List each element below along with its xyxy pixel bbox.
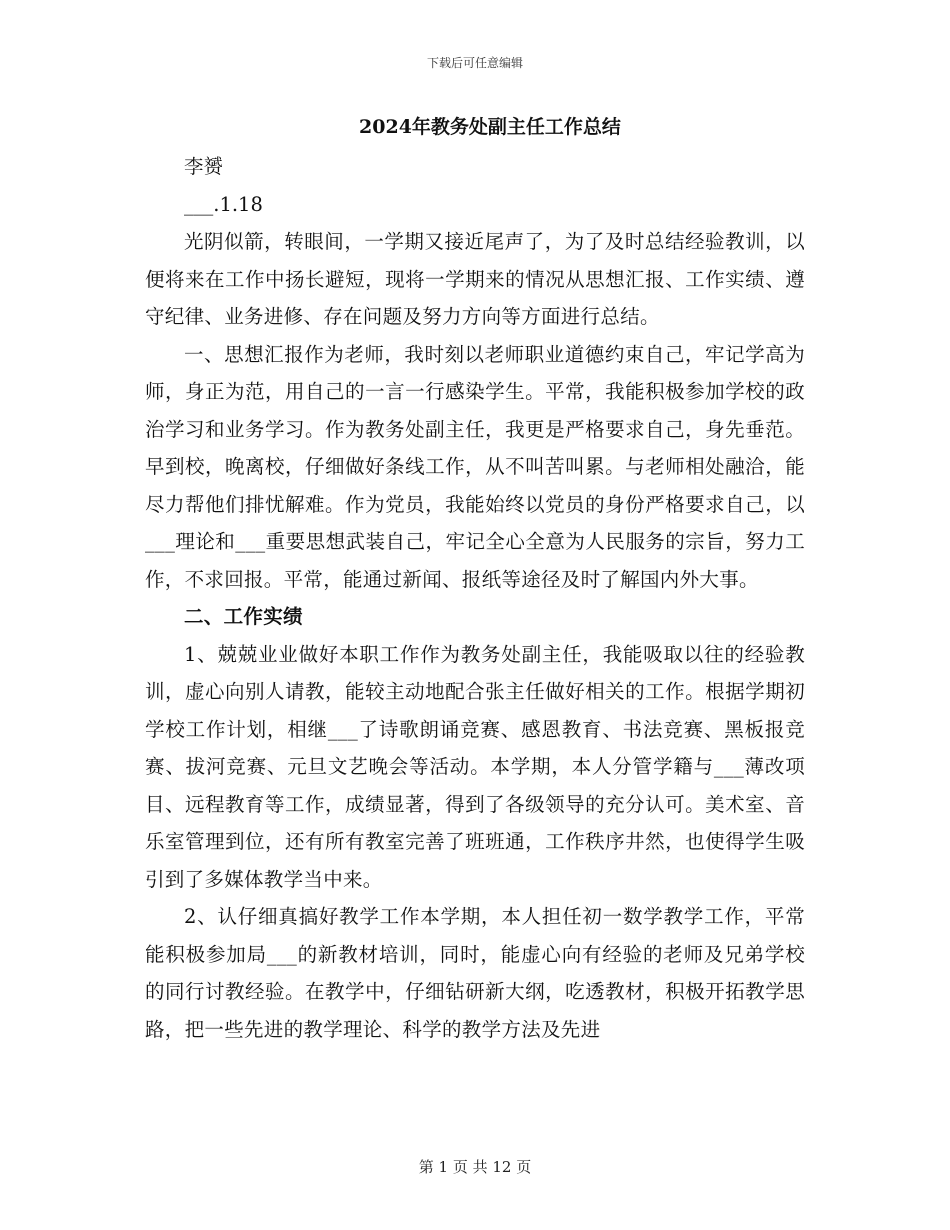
section-heading-work-results: 二、工作实绩 xyxy=(184,605,303,628)
header-note: 下载后可任意编辑 xyxy=(426,56,523,70)
paragraph-thought-report: 一、思想汇报作为老师，我时刻以老师职业道德约束自己，牢记学高为师，身正为范，用自己的一言一行感染学生。平常，我能积极参加学校的政治学习和业务学习。作为教务处副主任，我更是严格要求自己，身先垂范。早到校，晚离校，仔细做好条线工作，从不叫苦叫累。与老师相处融洽，能尽力帮他们排忧解难。作为党员，我能始终以党员的身份严格要求自己，以___理论和___重要思想武装自己，牢记全心全意为人民服务的宗旨，努力工作，不求回报。平常，能通过新闻、报纸等途径及时了解国内外大事。 xyxy=(145,342,805,591)
document-body xyxy=(145,106,805,1048)
paragraph-intro: 光阴似箭，转眼间，一学期又接近尾声了，为了及时总结经验教训，以便将来在工作中扬长避短，现将一学期来的情况从思想汇报、工作实绩、遵守纪律、业务进修、存在问题及努力方向等方面进行总结。 xyxy=(145,230,805,328)
date-line: ___.1.18 xyxy=(184,192,263,216)
author-line: 李赟 xyxy=(184,155,224,178)
page-footer: 第 1 页 共 12 页 xyxy=(418,1158,532,1176)
paragraph-teaching: 2、认仔细真搞好教学工作本学期，本人担任初一数学教学工作，平常能积极参加局___的新教材培训，同时，能虚心向有经验的老师及兄弟学校的同行讨教经验。在教学中，仔细钻研新大纲，吃透教材，积极开拓教学思路，把一些先进的教学理论、科学的教学方法及先进 xyxy=(145,905,805,1041)
paragraph-duty: 1、兢兢业业做好本职工作作为教务处副主任，我能吸取以往的经验教训，虚心向别人请教，能较主动地配合张主任做好相关的工作。根据学期初学校工作计划，相继___了诗歌朗诵竞赛、感恩教育、书法竞赛、黑板报竞赛、拔河竞赛、元旦文艺晚会等活动。本学期，本人分管学籍与___薄改项目、远程教育等工作，成绩显著，得到了各级领导的充分认可。美术室、音乐室管理到位，还有所有教室完善了班班通，工作秩序井然，也使得学生吸引到了多媒体教学当中来。 xyxy=(145,642,805,891)
document-title: 2024年教务处副主任工作总结 xyxy=(359,116,621,138)
